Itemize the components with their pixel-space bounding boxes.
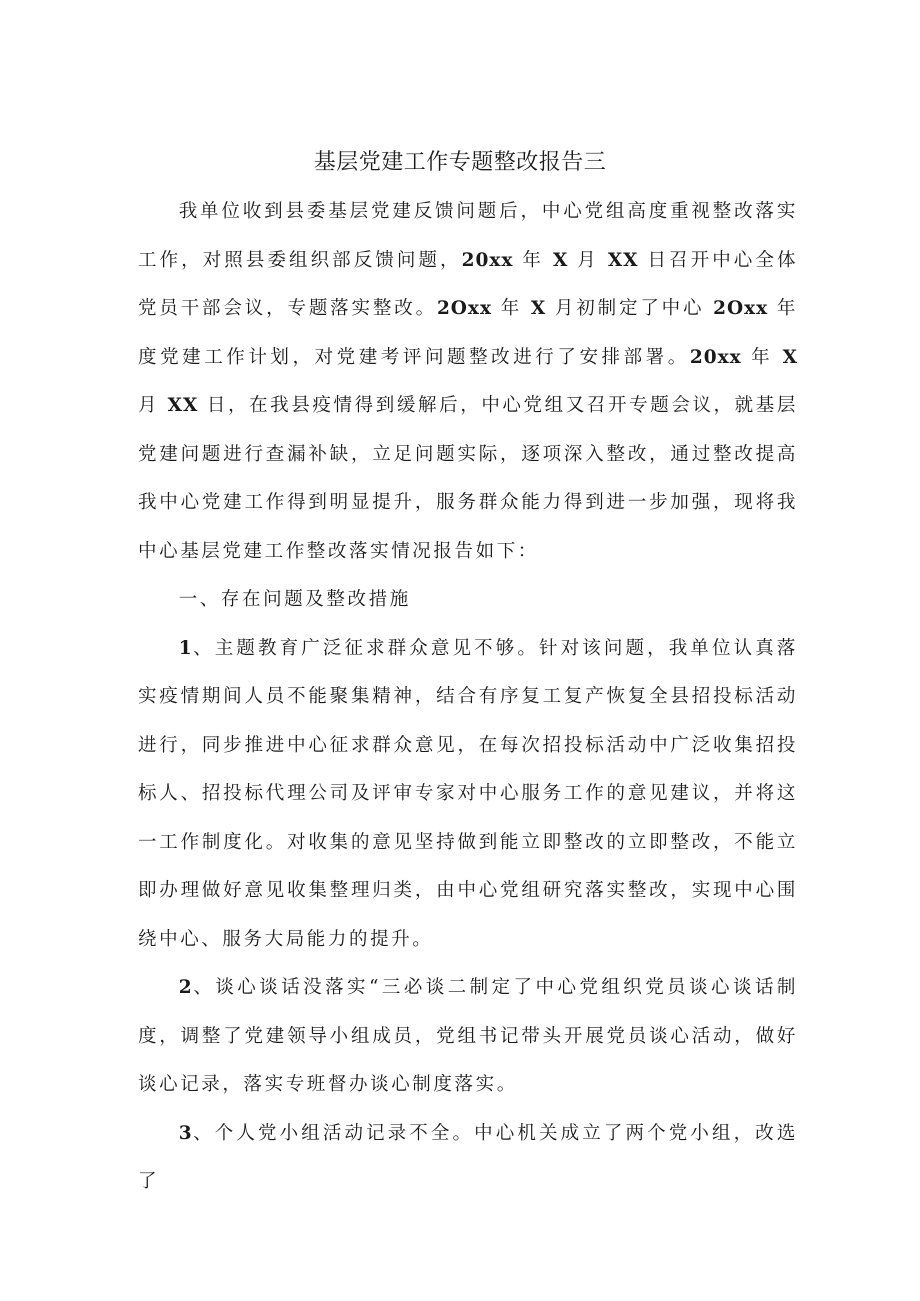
item-3-paragraph: [138, 1110, 798, 1207]
intro-day-1: XX: [607, 249, 639, 271]
intro-text-4: 日召开中心全体党员干部会议，专题落实整改。: [138, 249, 799, 319]
document-body: [138, 188, 798, 1207]
intro-month-2: X: [530, 298, 547, 319]
item-3-text: 、个人党小组活动记录不全。中心机关成立了两个党小组，改选了: [138, 1122, 798, 1192]
intro-text-1: 我单位收到县委基层党建反馈问题后，中心党组高度重视整改落实工作，对照县委组织部反馈问题，: [138, 201, 798, 271]
intro-year-3: 2Oxx: [713, 298, 769, 319]
intro-year-1: 20xx: [461, 249, 514, 271]
intro-text-5: 年: [500, 298, 523, 319]
section-heading-1: 一、存在问题及整改措施: [178, 589, 411, 610]
intro-text-7: 年度党建工作计划，对党建考评问题整改进行了安排部署。: [138, 298, 798, 368]
intro-text-8: 年: [751, 346, 774, 368]
intro-text-3: 月: [577, 249, 599, 271]
item-3-number: 3: [178, 1122, 193, 1144]
item-1-text: 、主题教育广泛征求群众意见不够。针对该问题，我单位认真落实疫情期间人员不能聚集精神，结合有序复工复产恢复全县招投标活动进行，同步推进中心征求群众意见，在每次招投标活动中广泛收集招投标人、招投标代理公司及评审专家对中心服务工作的意见建议，并将这一工作制度化。对收集的意见坚持做到能立即整改的立即整改，不能立即办理做好意见收集整理归类，由中心党组研究落实整改，实现中心围绕中心、服务大局能力的提升。: [138, 637, 798, 950]
document-title: 基层党建工作专题整改报告三: [313, 150, 607, 175]
intro-year-2: 2Oxx: [436, 298, 492, 319]
item-2-number: 2: [178, 977, 193, 998]
intro-month-3: X: [782, 346, 799, 368]
intro-text-2: 年: [522, 249, 544, 271]
intro-month-1: X: [552, 249, 569, 271]
intro-text-6: 月初制定了中心: [554, 298, 705, 319]
intro-day-2: XX: [167, 395, 199, 416]
intro-text-10: 日，在我县疫情得到缓解后，中心党组又召开专题会议，就基层党建问题进行查漏补缺，立足问题实际，逐项深入整改，通过整改提高我中心党建工作得到明显提升，服务群众能力得到进一步加强，现将我中心基层党建工作整改落实情况报告如下：: [138, 395, 798, 562]
item-1-number: 1: [178, 637, 193, 659]
item-2-paragraph: [138, 964, 798, 1110]
intro-year-4: 20xx: [689, 346, 742, 368]
intro-paragraph: [138, 188, 798, 576]
item-2-text: 、谈心谈话没落实“三必谈二制定了中心党组织党员谈心谈话制度，调整了党建领导小组成员，党组书记带头开展党员谈心活动，做好谈心记录，落实专班督办谈心制度落实。: [138, 977, 798, 1095]
item-1-paragraph: [138, 625, 798, 965]
intro-text-9: 月: [138, 395, 160, 416]
